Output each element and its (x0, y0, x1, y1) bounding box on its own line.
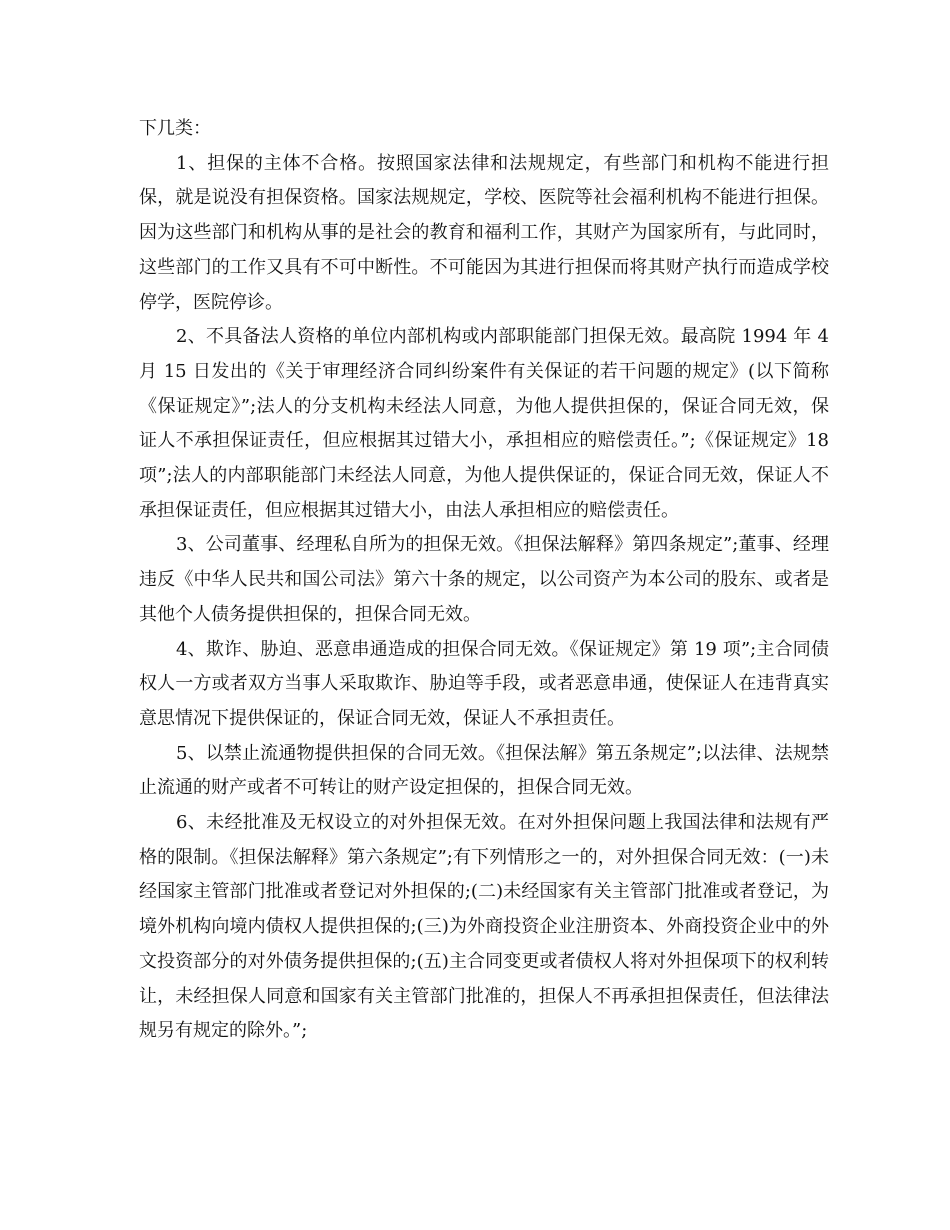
item-2-paragraph: 2、不具备法人资格的单位内部机构或内部职能部门担保无效。最高院 1994 年 4 月 15 日发出的《关于审理经济合同纠纷案件有关保证的若干问题的规定》(以下简称《保证规定》”;法人的分支机构未经法人同意，为他人提供担保的，保证合同无效，保证人不承担保证责任，但应根据其过错大小，承担相应的赔偿责任。”;《保证规定》18 项”;法人的内部职能部门未经法人同意，为他人提供保证的，保证合同无效，保证人不承担保证责任，但应根据其过错大小，由法人承担相应的赔偿责任。 (139, 326, 829, 521)
intro-paragraph: 下几类： (139, 118, 211, 139)
item-3-paragraph: 3、公司董事、经理私自所为的担保无效。《担保法解释》第四条规定”;董事、经理违反《中华人民共和国公司法》第六十条的规定，以公司资产为本公司的股东、或者是其他个人债务提供担保的，担保合同无效。 (139, 534, 829, 625)
item-4-paragraph: 4、欺诈、胁迫、恶意串通造成的担保合同无效。《保证规定》第 19 项”;主合同债权人一方或者双方当事人采取欺诈、胁迫等手段，或者恶意串通，使保证人在违背真实意思情况下提供保证的，保证合同无效，保证人不承担责任。 (139, 638, 829, 729)
item-6-paragraph: 6、未经批准及无权设立的对外担保无效。在对外担保问题上我国法律和法规有严格的限制。《担保法解释》第六条规定”;有下列情形之一的，对外担保合同无效：(一)未经国家主管部门批准或者登记对外担保的;(二)未经国家有关主管部门批准或者登记，为境外机构向境内债权人提供担保的;(三)为外商投资企业注册资本、外商投资企业中的外文投资部分的对外债务提供担保的;(五)主合同变更或者债权人将对外担保项下的权利转让，未经担保人同意和国家有关主管部门批准的，担保人不再承担担保责任，但法律法规另有规定的除外。”; (139, 812, 829, 1042)
item-5-paragraph: 5、以禁止流通物提供担保的合同无效。《担保法解》第五条规定”;以法律、法规禁止流通的财产或者不可转让的财产设定担保的，担保合同无效。 (139, 742, 829, 799)
document-body (139, 112, 829, 1049)
item-1-paragraph: 1、担保的主体不合格。按照国家法律和法规规定，有些部门和机构不能进行担保，就是说没有担保资格。国家法规规定，学校、医院等社会福利机构不能进行担保。因为这些部门和机构从事的是社会的教育和福利工作，其财产为国家所有，与此同时，这些部门的工作又具有不可中断性。不可能因为其进行担保而将其财产执行而造成学校停学，医院停诊。 (139, 152, 829, 313)
